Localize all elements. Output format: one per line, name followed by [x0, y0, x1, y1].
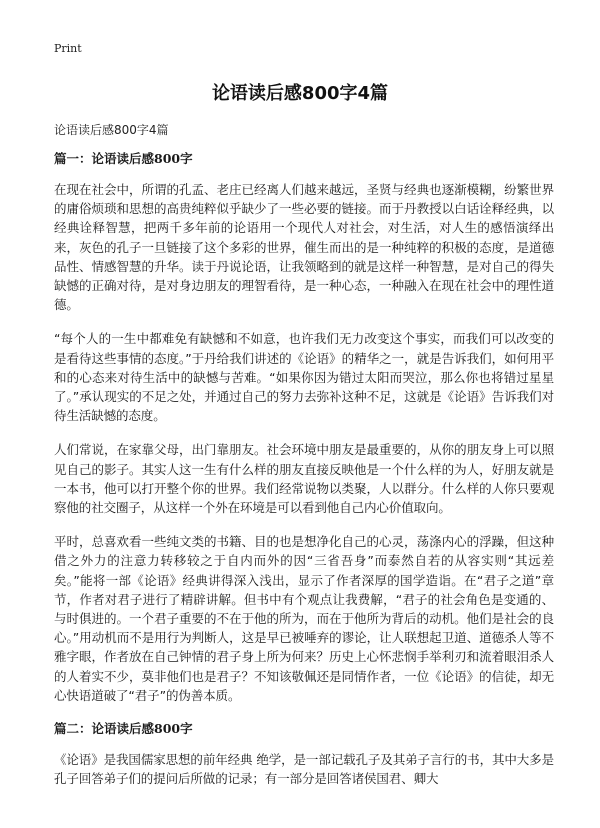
section-1: [54, 150, 554, 705]
document-body: [54, 150, 554, 803]
section-2: [54, 720, 554, 788]
paragraph: 平时，总喜欢看一些纯文类的书籍、目的也是想净化自己的心灵，荡涤内心的浮躁，但这种借之外力的注意力转移较之于自内而外的因“三省吾身”而泰然自若的从容实则“其远差矣。”能将一部《论语》经典讲得深入浅出，显示了作者深厚的国学造诣。在“君子之道”章节，作者对君子进行了精辟讲解。但书中有个观点让我费解，“君子的社会角色是变通的、与时俱进的。一个君子重要的不在于他的所为，而在于他所为背后的动机。他们是社会的良心。”用动机而不是用行为判断人，这是早已被唾弃的谬论，让人联想起卫道、道德杀人等不雅字眼，作者放在自己钟情的君子身上所为何来？历史上心怀悲悯手举利刃和流着眼泪杀人的人着实不少，莫非他们也是君子？不知该敬佩还是同情作者，一位《论语》的信徒，却无心快语道破了“君子”的伪善本质。: [54, 534, 554, 703]
paragraph: 《论语》是我国儒家思想的前年经典 绝学，是一部记载孔子及其弟子言行的书，其中大多是孔子回答弟子们的提问后所做的记录；有一部分是回答诸侯国君、卿大: [54, 752, 554, 787]
paragraph: 人们常说，在家靠父母，出门靠朋友。社会环境中朋友是最重要的，从你的朋友身上可以照见自己的影子。其实人这一生有什么样的朋友直接反映他是一个什么样的为人，好朋友就是一本书，他可以打开整个你的世界。我们经常说物以类聚，人以群分。什么样的人你只要观察他的社交圈子，从这样一个外在环境是可以看到他自己内心价值取向。: [54, 442, 554, 516]
document-title: 论语读后感800字4篇: [211, 83, 389, 104]
section-heading: 篇二：论语读后感800字: [54, 721, 193, 737]
paragraph: 在现在社会中，所谓的孔孟、老庄已经离人们越来越远，圣贤与经典也逐渐模糊，纷繁世界的庸俗烦琐和思想的高贵纯粹似乎缺少了一些必要的链接。而于丹教授以白话诠释经典，以经典诠释智慧，把两千多年前的论语用一个现代人对社会，对生活，对人生的感悟演绎出来，灰色的孔子一旦链接了这个多彩的世界，催生而出的是一种纯粹的积极的态度，是道德品性、情感智慧的升华。读于丹说论语，让我领略到的就是这样一种智慧，是对自己的得失缺憾的正确对待，是对身边朋友的理智看待，是一种心态，一种融入在现在社会中的理性道德。: [54, 182, 554, 313]
print-label: Print: [54, 42, 82, 55]
document-subtitle: 论语读后感800字4篇: [54, 123, 169, 137]
paragraph: “每个人的一生中都难免有缺憾和不如意，也许我们无力改变这个事实，而我们可以改变的是看待这些事情的态度。”于丹给我们讲述的《论语》的精华之一，就是告诉我们，如何用平和的心态来对待生活中的缺憾与苦难。“如果你因为错过太阳而哭泣，那么你也将错过星星了。”承认现实的不足之处，并通过自己的努力去弥补这种不足，这就是《论语》告诉我们对待生活缺憾的态度。: [54, 331, 554, 424]
section-heading: 篇一：论语读后感800字: [54, 151, 193, 166]
